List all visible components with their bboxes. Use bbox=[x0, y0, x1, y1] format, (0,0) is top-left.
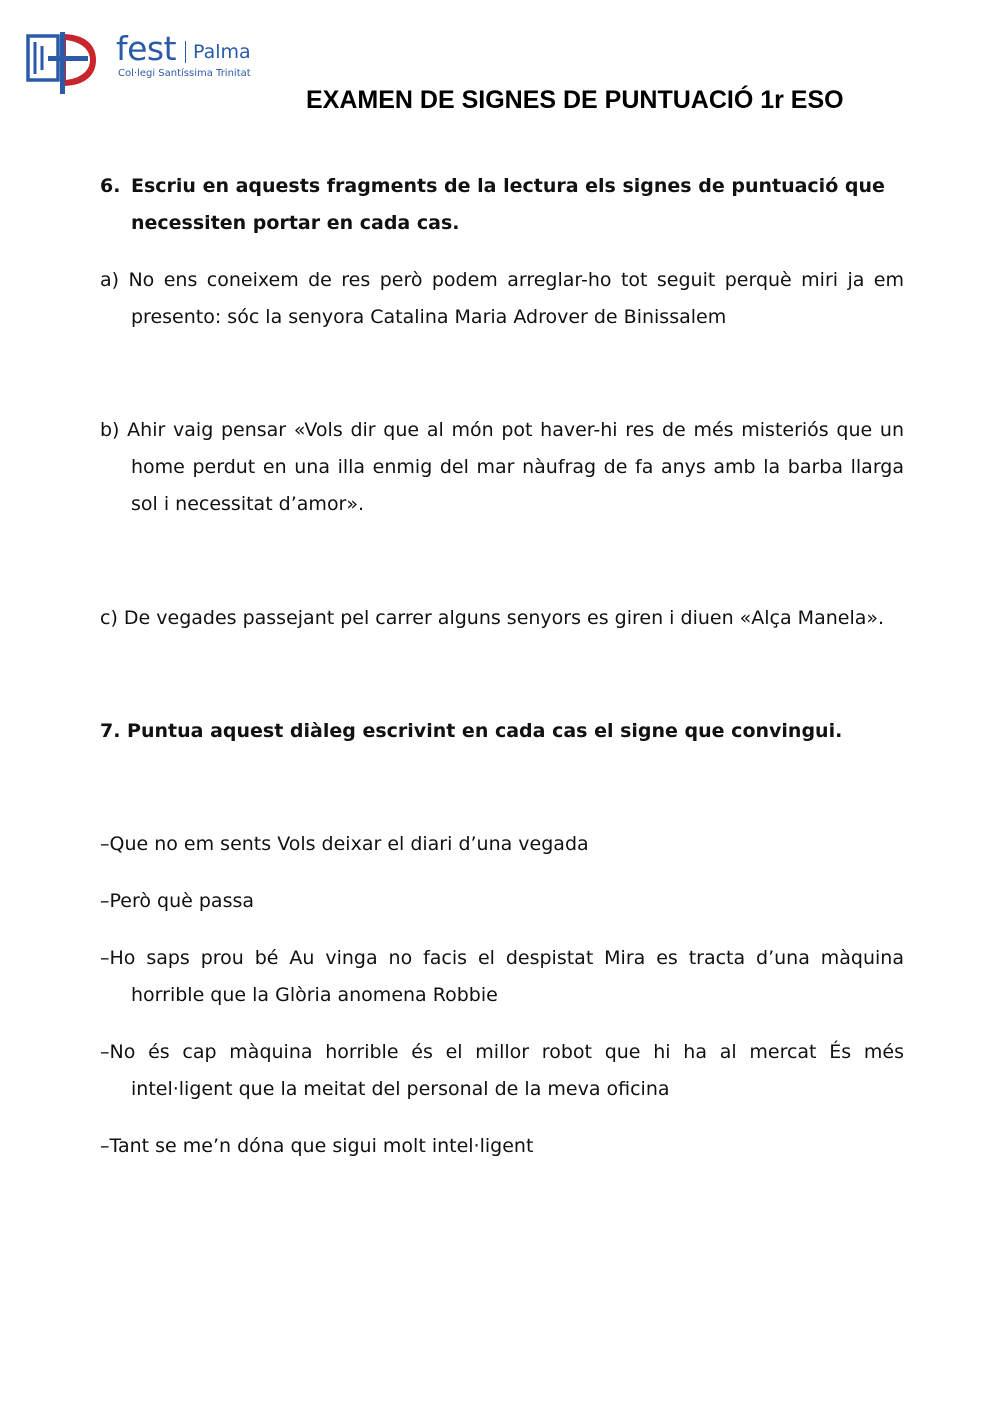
question-7-line-3: –Ho saps prou bé Au vinga no facis el despistat Mira es tracta d’una màquina horrible que la Glòria anomena Robbie bbox=[100, 947, 904, 1006]
exam-content bbox=[100, 168, 904, 1165]
question-7-line-1: –Que no em sents Vols deixar el diari d’una vegada bbox=[100, 833, 589, 855]
question-7-line-4: –No és cap màquina horrible és el millor robot que hi ha al mercat És més intel·ligent que la meitat del personal de la meva oficina bbox=[100, 1041, 904, 1100]
page-title: EXAMEN DE SIGNES DE PUNTUACIÓ 1r ESO bbox=[306, 86, 844, 114]
logo-brand: fest bbox=[116, 29, 177, 68]
question-6-item-a: a) No ens coneixem de res però podem arreglar-ho tot seguit perquè miri ja em presento: sóc la senyora Catalina Maria Adrover de Binissalem bbox=[100, 269, 904, 328]
question-6-number: 6. bbox=[100, 175, 121, 197]
question-6-item-b: b) Ahir vaig pensar «Vols dir que al món pot haver-hi res de més misteriós que un home perdut en una illa enmig del mar nàufrag de fa anys amb la barba llarga sol i necessitat d’amor». bbox=[100, 419, 904, 515]
school-logo bbox=[26, 30, 266, 96]
question-7-line-5: –Tant se me’n dóna que sigui molt intel·ligent bbox=[100, 1135, 534, 1157]
question-6-heading bbox=[100, 168, 904, 242]
school-emblem-icon bbox=[26, 30, 102, 96]
logo-school-name: Col·legi Santíssima Trinitat bbox=[118, 68, 251, 79]
logo-separator bbox=[185, 41, 186, 63]
question-6-item-c: c) De vegades passejant pel carrer alguns senyors es giren i diuen «Alça Manela». bbox=[100, 607, 885, 629]
question-7-heading: 7. Puntua aquest diàleg escrivint en cada cas el signe que convingui. bbox=[100, 720, 843, 742]
question-6-text: Escriu en aquests fragments de la lectura els signes de puntuació que necessiten portar en cada cas. bbox=[131, 175, 885, 234]
logo-city: Palma bbox=[193, 41, 251, 63]
question-7-line-2: –Però què passa bbox=[100, 890, 255, 912]
